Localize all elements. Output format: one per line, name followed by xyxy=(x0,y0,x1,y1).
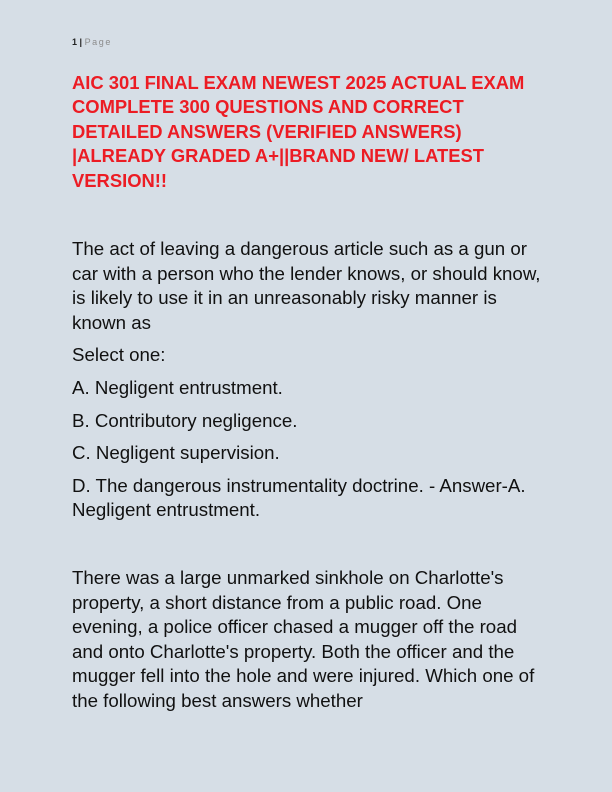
question-2 xyxy=(72,566,552,714)
question-1-option-d: D. The dangerous instrumentality doctrine. - Answer-A. Negligent entrustment. xyxy=(72,474,526,521)
document-title: AIC 301 FINAL EXAM NEWEST 2025 ACTUAL EXAM COMPLETE 300 QUESTIONS AND CORRECT DETAILED ANSWERS (VERIFIED ANSWERS) |ALREADY GRADED A+||BRAND NEW/ LATEST VERSION!! xyxy=(72,72,525,191)
question-1-select-prompt: Select one: xyxy=(72,344,166,366)
page-number-separator: | xyxy=(79,37,83,47)
page-number xyxy=(72,36,112,48)
page-number-value: 1 xyxy=(72,37,78,47)
question-1-option-b: B. Contributory negligence. xyxy=(72,409,298,431)
page-number-label: Page xyxy=(84,37,112,47)
question-1-option-c: C. Negligent supervision. xyxy=(72,442,280,464)
question-1-option-a: A. Negligent entrustment. xyxy=(72,376,283,398)
question-1 xyxy=(72,237,552,531)
question-1-stem: The act of leaving a dangerous article such as a gun or car with a person who the lender knows, or should know, is likely to use it in an unreasonably risky manner is known as xyxy=(72,238,541,333)
question-2-stem: There was a large unmarked sinkhole on Charlotte's property, a short distance from a public road. One evening, a police officer chased a mugger off the road and onto Charlotte's property. Both the officer and the mugger fell into the hole and were injured. Which one of the following best answers whether xyxy=(72,567,535,711)
